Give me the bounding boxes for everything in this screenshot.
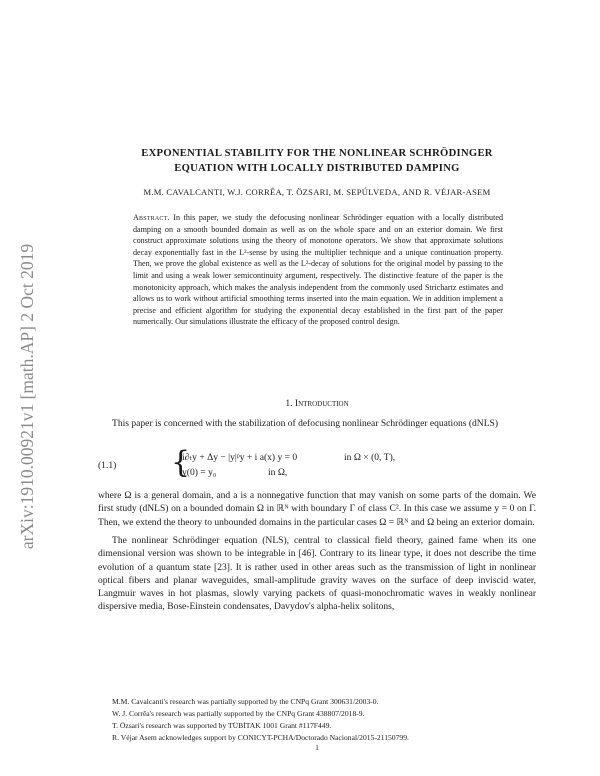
footnote: T. Özsari's research was supported by TÜBİTAK 1001 Grant #117F449.	[112, 721, 332, 730]
title-line-1: EXPONENTIAL STABILITY FOR THE NONLINEAR SCHRÖDINGER	[141, 148, 493, 159]
paper-title	[98, 146, 536, 176]
equation-line-2: y(0) = y₀	[182, 467, 217, 478]
footnote: R. Véjar Asem acknowledges support by CONICYT-PCHA/Doctorado Nacional/2015-21150799.	[112, 733, 409, 742]
section-number: 1.	[285, 398, 293, 409]
footnote: M.M. Cavalcanti's research was partially supported by the CNPq Grant 300631/2003-0.	[112, 697, 379, 706]
intro-paragraph-1: This paper is concerned with the stabilization of defocusing nonlinear Schrödinger equations (dNLS)	[112, 418, 499, 429]
abstract-label: Abstract.	[133, 213, 170, 222]
intro-paragraph-2: where Ω is a general domain, and a is a nonnegative function that may vanish on some parts of the domain. We first study (dNLS) on a bounded domain Ω in ℝᴺ with boundary Γ of class C². In this case we assume y = 0 on Γ. Then, we extend the theory to unbounded domains in the particular cases Ω = ℝᴺ and Ω being an exterior domain.	[98, 490, 536, 528]
abstract-text: In this paper, we study the defocusing nonlinear Schrödinger equation with a locally distributed damping on a smooth bounded domain as well as on the whole space and on an exterior domain. We first construct approximate solutions using the theory of monotone operators. We show that approximate solutions decay exponentially fast in the L²-sense by using the multiplier technique and a unique continuation property. Then, we prove the global existence as well as the L²-decay of solutions for the original model by passing to the limit and using a weak lower semicontinuity argument, respectively. The distinctive feature of the paper is the monotonicity approach, which makes the analysis independent from the commonly used Strichartz estimates and allows us to work without artificial smoothing terms inserted into the main equation. We in addition implement a precise and efficient algorithm for studying the exponential decay established in the first part of the paper numerically. Our simulations illustrate the efficacy of the proposed control design.	[133, 213, 503, 327]
abstract	[133, 212, 503, 328]
equation-brace: {	[171, 445, 191, 480]
title-line-2: EQUATION WITH LOCALLY DISTRIBUTED DAMPING	[174, 163, 460, 174]
equation-number: (1.1)	[98, 460, 117, 471]
footnote: W. J. Corrêa's research was partially supported by the CNPq Grant 438807/2018-9.	[112, 709, 365, 718]
intro-paragraph-3: The nonlinear Schrödinger equation (NLS), central to classical field theory, gained fame when its one dimensional version was shown to be integrable in [46]. Contrary to its linear type, it does not describe the time evolution of a quantum state [23]. It is rather used in other areas such as the transmission of light in nonlinear optical fibers and planar waveguides, small-amplitude gravity waves on the surface of deep inviscid water, Langmuir waves in hot plasmas, slowly varying packets of quasi-monochromatic waves in weakly nonlinear dispersive media, Bose-Einstein condensates, Davydov's alpha-helix solitons,	[98, 535, 536, 613]
equation-condition-2: in Ω,	[268, 467, 288, 478]
author-list: M.M. CAVALCANTI, W.J. CORRÊA, T. ÖZSARI, M. SEPÚLVEDA, AND R. VÉJAR-ASEM	[143, 187, 491, 197]
equation-1-1	[98, 447, 536, 487]
equation-line-1: i∂ₜy + Δy − |y|ᵖy + i a(x) y = 0	[182, 452, 298, 463]
arxiv-identifier: arXiv:1910.00921v1 [math.AP] 2 Oct 2019	[17, 243, 38, 549]
section-title: Introduction	[294, 398, 349, 409]
arxiv-identifier-stamp	[10, 204, 46, 588]
footnotes	[112, 696, 536, 744]
equation-condition-1: in Ω × (0, T),	[344, 452, 396, 463]
page-number: 1	[315, 743, 319, 752]
section-heading	[98, 398, 536, 409]
